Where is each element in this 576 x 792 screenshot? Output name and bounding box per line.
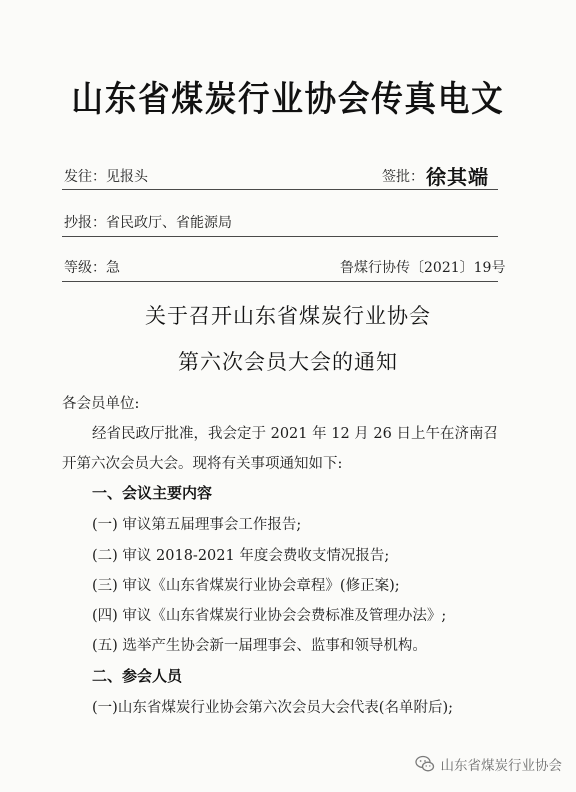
- list-item: (四) 审议《山东省煤炭行业协会会费标准及管理办法》;: [92, 608, 447, 624]
- section-1-title: 一、会议主要内容: [92, 484, 213, 502]
- list-item: (一) 审议第五届理事会工作报告;: [92, 517, 302, 533]
- watermark-text: 山东省煤炭行业协会: [440, 758, 562, 774]
- header-rule-2: [62, 236, 498, 237]
- wechat-icon: [415, 755, 435, 773]
- header-rule-1: [62, 189, 498, 190]
- intro-line-1: 经省民政厅批准，我会定于 2021 年 12 月 26 日上午在济南召: [92, 426, 498, 442]
- list-item: (一)山东省煤炭行业协会第六次会员大会代表(名单附后);: [92, 700, 454, 716]
- doc-heading-line-1: 关于召开山东省煤炭行业协会: [145, 304, 431, 328]
- page-title: 山东省煤炭行业协会传真电文: [71, 79, 505, 120]
- salutation: 各会员单位:: [62, 396, 140, 412]
- intro-line-2: 开第六次会员大会。现将有关事项通知如下:: [62, 456, 343, 472]
- doc-heading-line-2: 第六次会员大会的通知: [178, 350, 398, 374]
- watermark: [415, 754, 563, 774]
- cc-field: 抄报：省民政厅、省能源局: [64, 215, 232, 231]
- list-item: (三) 审议《山东省煤炭行业协会章程》(修正案);: [92, 578, 400, 594]
- document-number: 鲁煤行协传〔2021〕19号: [340, 260, 506, 276]
- signer-name: 徐其端: [426, 165, 489, 189]
- section-2-title: 二、参会人员: [92, 667, 183, 685]
- list-item: (二) 审议 2018-2021 年度会费收支情况报告;: [92, 548, 390, 564]
- list-item: (五) 选举产生协会新一届理事会、监事和领导机构。: [92, 638, 427, 654]
- header-rule-3: [62, 281, 498, 282]
- sign-label: 签批：: [382, 169, 424, 185]
- sender-field: 发往：见报头: [64, 169, 148, 185]
- urgency-field: 等级：急: [64, 260, 120, 276]
